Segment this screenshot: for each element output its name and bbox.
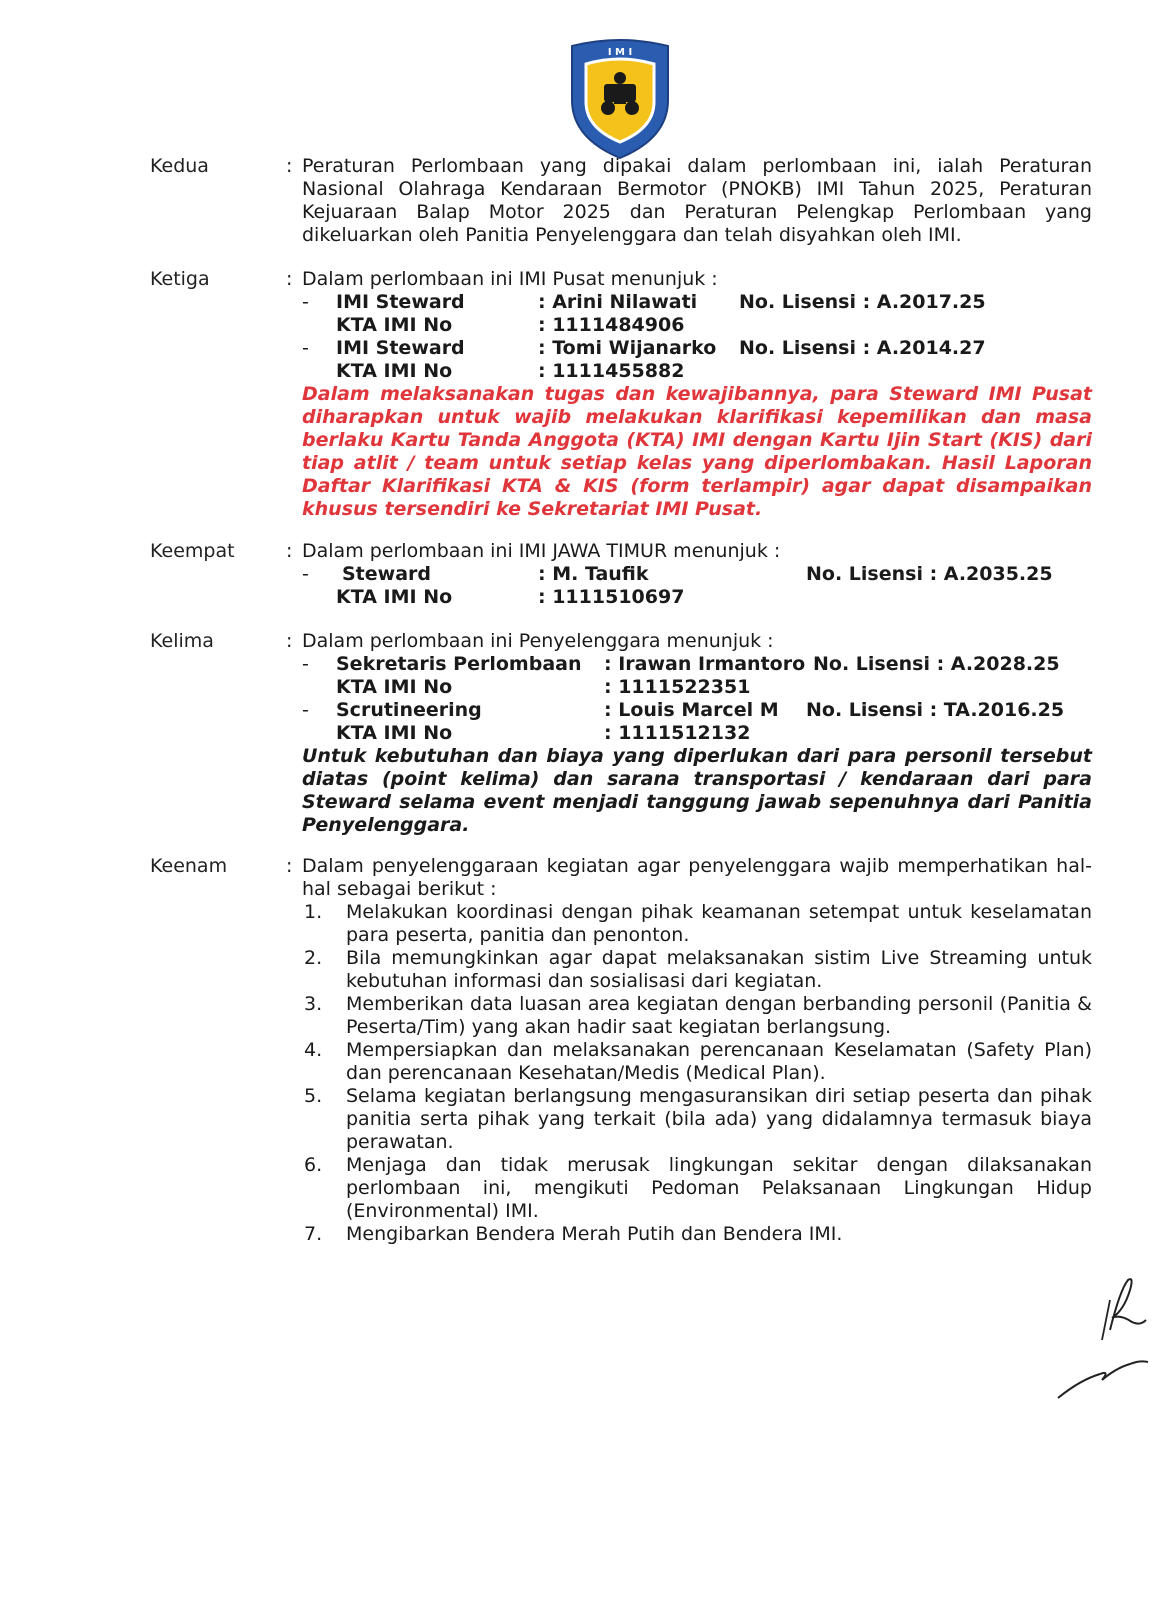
appointment-row: - IMI Steward : Tomi Wijanarko No. Lisensi : A.2014.27	[302, 337, 986, 359]
role-label: Sekretaris Perlombaan	[336, 653, 582, 675]
list-item: 7. Mengibarkan Bendera Merah Putih dan Bendera IMI.	[304, 1223, 843, 1245]
license-number: No. Lisensi : A.2035.25	[806, 563, 1053, 585]
appointment-row: - IMI Steward : Arini Nilawati No. Lisensi : A.2017.25	[302, 291, 986, 313]
appointment-row	[302, 676, 1092, 699]
appointment-row	[302, 360, 1092, 383]
signature-initial	[1050, 1270, 1150, 1410]
section-intro: Dalam perlombaan ini Penyelenggara menunjuk :	[302, 630, 774, 652]
role-label: Steward	[342, 563, 431, 585]
kta-number: : 1111512132	[604, 722, 751, 744]
steward-instruction-note: Dalam melaksanakan tugas dan kewajibannya, para Steward IMI Pusat diharapkan untuk wajib melakukan klarifikasi kepemilikan dan masa berlaku Kartu Tanda Anggota (KTA) IMI dengan Kartu Ijin Start (KIS) dari tiap atlit / team untuk setiap kelas yang diperlombakan. Hasil Laporan Daftar Klarifikasi KTA & KIS (form terlampir) agar dapat disampaikan khusus tersendiri ke Sekretariat IMI Pusat.	[302, 383, 1092, 520]
appointment-row	[302, 722, 1092, 745]
personnel-cost-note: Untuk kebutuhan dan biaya yang diperlukan dari para personil tersebut diatas (point kelima) dan sarana transportasi / kendaraan dari para Steward selama event menjadi tanggung jawab sepenuhnya dari Panitia Penyelenggara.	[302, 745, 1092, 836]
list-item: 2. Bila memungkinkan agar dapat melaksanakan sistim Live Streaming untuk kebutuhan informasi dan sosialisasi dari kegiatan.	[304, 947, 1092, 992]
appointment-row: - Scrutineering : Louis Marcel M No. Lisensi : TA.2016.25	[302, 699, 1065, 721]
list-item: 4. Mempersiapkan dan melaksanakan perencanaan Keselamatan (Safety Plan) dan perencanaan Kesehatan/Medis (Medical Plan).	[304, 1039, 1092, 1084]
section-intro: Dalam perlombaan ini IMI Pusat menunjuk :	[302, 268, 718, 290]
list-item: 3. Memberikan data luasan area kegiatan dengan berbanding personil (Panitia & Peserta/Tim) yang akan hadir saat kegiatan berlangsung.	[304, 993, 1092, 1038]
role-label: IMI Steward	[336, 291, 465, 313]
list-item: 6. Menjaga dan tidak merusak lingkungan sekitar dengan dilaksanakan perlombaan ini, mengikuti Pedoman Pelaksanaan Lingkungan Hidup (Environmental) IMI.	[304, 1154, 1092, 1222]
imi-logo	[568, 38, 672, 160]
person-name: : Irawan Irmantoro	[604, 653, 806, 675]
section-label: Kedua	[150, 155, 209, 177]
person-name: : M. Taufik	[538, 563, 649, 585]
kta-number: : 1111510697	[538, 586, 685, 608]
role-label: Scrutineering	[336, 699, 482, 721]
role-label: KTA IMI No	[336, 722, 453, 744]
role-label: KTA IMI No	[336, 314, 453, 336]
license-number: No. Lisensi : A.2014.27	[739, 337, 986, 359]
license-number: No. Lisensi : A.2028.25	[813, 653, 1060, 675]
role-label: KTA IMI No	[336, 360, 453, 382]
logo-ring-top-text: I M I	[607, 47, 633, 58]
section-text: Peraturan Perlombaan yang dipakai dalam perlombaan ini, ialah Peraturan Nasional Olahraga Kendaraan Bermotor (PNOKB) IMI Tahun 2025, Peraturan Kejuaraan Balap Motor 2025 dan Peraturan Pelengkap Perlombaan yang dikeluarkan oleh Panitia Penyelenggara dan telah disyahkan oleh IMI.	[302, 155, 1092, 246]
appointment-row: - Steward : M. Taufik No. Lisensi : A.2035.25	[302, 563, 1053, 585]
role-label: KTA IMI No	[336, 676, 453, 698]
appointment-row	[302, 586, 1092, 609]
appointment-row: - Sekretaris Perlombaan : Irawan Irmantoro No. Lisensi : A.2028.25	[302, 653, 1060, 675]
role-label: KTA IMI No	[336, 586, 453, 608]
license-number: No. Lisensi : TA.2016.25	[806, 699, 1065, 721]
list-item: 1. Melakukan koordinasi dengan pihak keamanan setempat untuk keselamatan para peserta, panitia dan penonton.	[304, 901, 1092, 946]
person-name: : Arini Nilawati	[538, 291, 698, 313]
obligations-list	[304, 901, 1092, 1246]
section-label: Keempat	[150, 540, 235, 562]
kta-number: : 1111455882	[538, 360, 685, 382]
section-intro: Dalam penyelenggaraan kegiatan agar penyelenggara wajib memperhatikan hal-hal sebagai berikut :	[302, 855, 1092, 900]
kta-number: : 1111522351	[604, 676, 751, 698]
list-item: 5. Selama kegiatan berlangsung mengasuransikan diri setiap peserta dan pihak panitia serta pihak yang terkait (bila ada) yang didalamnya termasuk biaya perawatan.	[304, 1085, 1092, 1153]
section-label: Keenam	[150, 855, 228, 877]
license-number: No. Lisensi : A.2017.25	[739, 291, 986, 313]
person-name: : Louis Marcel M	[604, 699, 779, 721]
appointment-row	[302, 314, 1092, 337]
kta-number: : 1111484906	[538, 314, 685, 336]
section-label: Ketiga	[150, 268, 210, 290]
section-intro: Dalam perlombaan ini IMI JAWA TIMUR menunjuk :	[302, 540, 781, 562]
role-label: IMI Steward	[336, 337, 465, 359]
section-label: Kelima	[150, 630, 214, 652]
person-name: : Tomi Wijanarko	[538, 337, 717, 359]
